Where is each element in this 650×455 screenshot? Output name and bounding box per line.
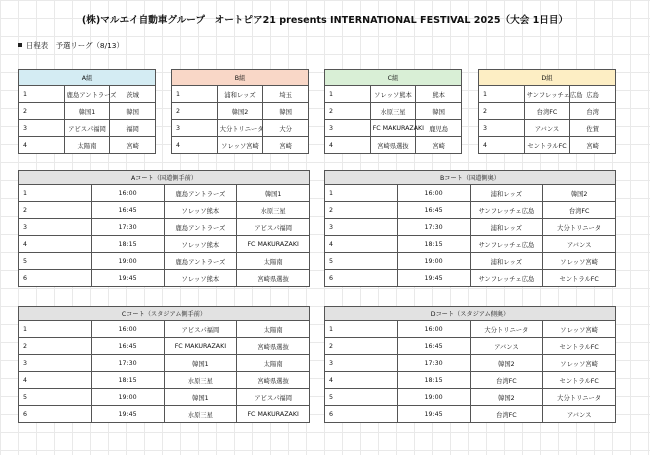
group-row: 1 ソレッソ熊本 熊本 [325,86,462,103]
group-table-b [171,69,309,154]
match-row: 6 19:45 サンフレッチェ広島 セントラルFC [325,270,616,287]
match-row: 3 17:30 浦和レッズ 大分トリニータ [325,219,616,236]
group-row: 3 アビスパ福岡 福岡 [19,120,156,137]
match-row: 1 16:00 アビスパ福岡 太陽南 [19,321,310,338]
match-row: 4 18:15 ソレッソ熊本 FC MAKURAZAKI [19,236,310,253]
group-row: 3 大分トリニータ 大分 [172,120,309,137]
group-header: D組 [479,70,616,86]
schedule-subtitle [18,40,124,51]
group-row: 1 浦和レッズ 埼玉 [172,86,309,103]
match-row: 1 16:00 大分トリニータ ソレッソ宮崎 [325,321,616,338]
match-row: 5 19:00 韓国1 アビスパ福岡 [19,389,310,406]
group-header: C組 [325,70,462,86]
group-table-c [324,69,462,154]
court-header: Dコート（スタジアム側奥） [325,307,616,321]
court-header: Aコート（国道側手前） [19,171,310,185]
group-row: 4 宮崎県選抜 宮崎 [325,137,462,154]
page-title: (株)マルエイ自動車グループ オートピア21 presents INTERNATIONAL FESTIVAL 2025（大会 1日目） [81,15,569,26]
match-row: 3 17:30 韓国2 ソレッソ宮崎 [325,355,616,372]
group-row: 4 太陽南 宮崎 [19,137,156,154]
group-row: 2 韓国2 韓国 [172,103,309,120]
match-row: 6 19:45 水原三星 FC MAKURAZAKI [19,406,310,423]
match-row: 4 18:15 水原三星 宮崎県選抜 [19,372,310,389]
group-table-d [478,69,616,154]
match-row: 2 16:45 FC MAKURAZAKI 宮崎県選抜 [19,338,310,355]
group-row: 2 水原三星 韓国 [325,103,462,120]
match-row: 3 17:30 鹿島アントラーズ アビスパ福岡 [19,219,310,236]
court-table-d [324,306,616,423]
group-row: 3 FC MAKURAZAKI 鹿児島 [325,120,462,137]
group-row: 4 セントラルFC 宮崎 [479,137,616,154]
court-header: Bコート（国道側奥） [325,171,616,185]
group-row: 4 ソレッソ宮崎 宮崎 [172,137,309,154]
match-row: 2 16:45 アバンス セントラルFC [325,338,616,355]
match-row: 5 19:00 浦和レッズ ソレッソ宮崎 [325,253,616,270]
group-row: 2 台湾FC 台湾 [479,103,616,120]
match-row: 4 18:15 台湾FC セントラルFC [325,372,616,389]
court-header: Cコート（スタジアム側手前） [19,307,310,321]
group-row: 1 サンフレッチェ広島 広島 [479,86,616,103]
group-header: B組 [172,70,309,86]
match-row: 5 19:00 鹿島アントラーズ 太陽南 [19,253,310,270]
subtitle-text: 日程表 予選リーグ（8/13） [26,41,124,50]
match-row: 3 17:30 韓国1 太陽南 [19,355,310,372]
bullet-square-icon [18,43,22,47]
match-row: 2 16:45 サンフレッチェ広島 台湾FC [325,202,616,219]
court-table-b [324,170,616,287]
match-row: 2 16:45 ソレッソ熊本 水原三星 [19,202,310,219]
match-row: 1 16:00 浦和レッズ 韓国2 [325,185,616,202]
match-row: 1 16:00 鹿島アントラーズ 韓国1 [19,185,310,202]
group-row: 1 鹿島アントラーズ 茨城 [19,86,156,103]
group-row: 3 アバンス 佐賀 [479,120,616,137]
court-table-c [18,306,310,423]
group-table-a [18,69,156,154]
group-row: 2 韓国1 韓国 [19,103,156,120]
group-header: A組 [19,70,156,86]
match-row: 6 19:45 台湾FC アバンス [325,406,616,423]
match-row: 5 19:00 韓国2 大分トリニータ [325,389,616,406]
court-table-a [18,170,310,287]
match-row: 4 18:15 サンフレッチェ広島 アバンス [325,236,616,253]
match-row: 6 19:45 ソレッソ熊本 宮崎県選抜 [19,270,310,287]
